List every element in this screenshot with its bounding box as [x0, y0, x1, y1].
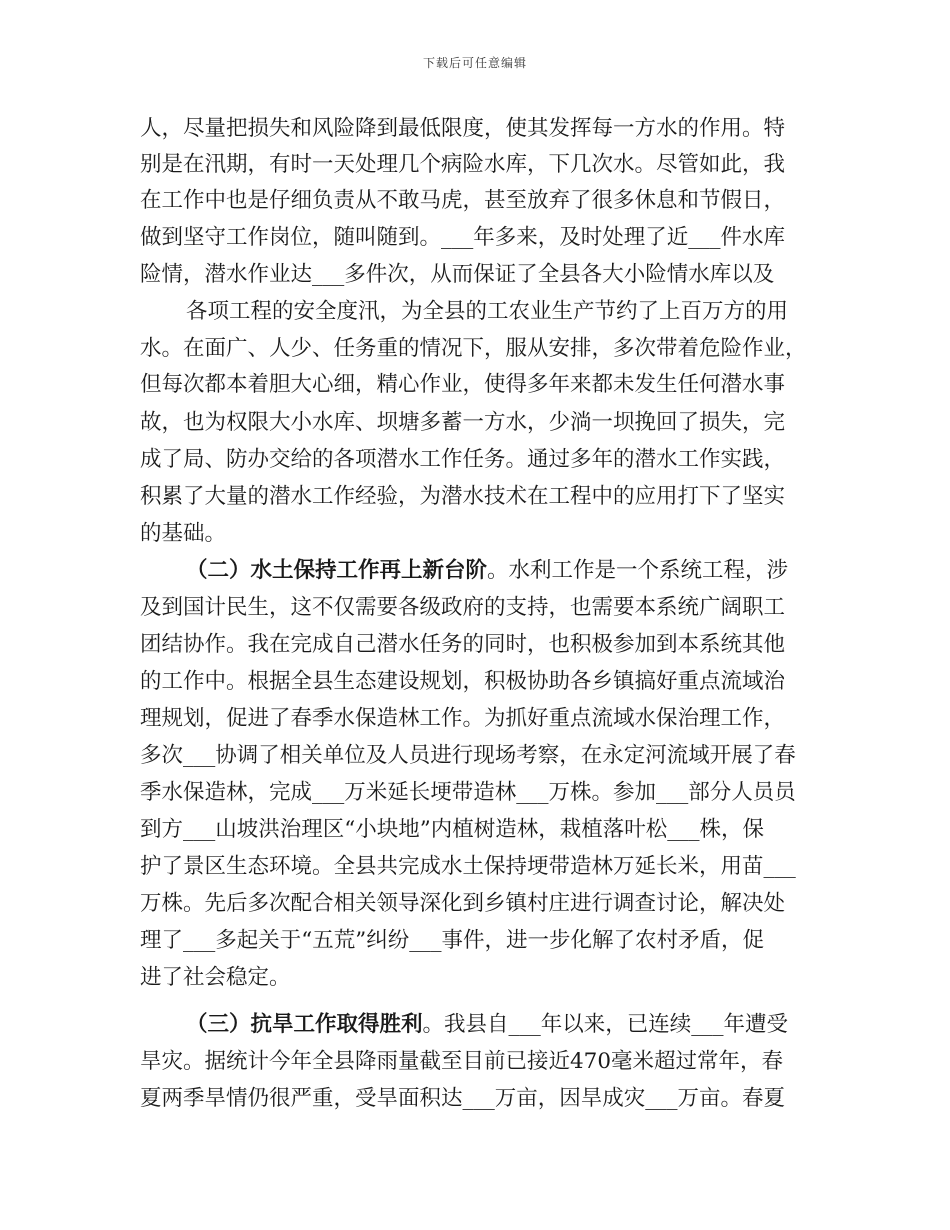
- text-line: 做到坚守工作岗位，随叫随到。___年多来，及时处理了近___件水库: [140, 225, 786, 250]
- section-heading-line: [186, 556, 788, 586]
- text-line: 进了社会稳定。: [140, 965, 291, 990]
- text-line: 但每次都本着胆大心细，精心作业，使得多年来都未发生任何潜水事: [140, 372, 786, 397]
- page-header: 下载后可任意编辑: [422, 56, 527, 70]
- text-line: 的基础。: [140, 521, 227, 546]
- text-line: 护了景区生态环境。全县共完成水土保持埂带造林万延长米，用苗___: [140, 854, 796, 879]
- text-line: 及到国计民生，这不仅需要各级政府的支持，也需要本系统广阔职工: [140, 595, 786, 620]
- text-line: 成了局、防办交给的各项潜水工作任务。通过多年的潜水工作实践，: [140, 447, 786, 472]
- section-heading: （三）抗旱工作取得胜利: [186, 1012, 423, 1037]
- text-line: 万株。先后多次配合相关领导深化到乡镇村庄进行调查讨论，解决处: [140, 891, 786, 916]
- text-line: 旱灾。据统计今年全县降雨量截至目前已接近470毫米超过常年，春: [140, 1049, 784, 1074]
- text-line: 故，也为权限大小水库、坝塘多蓄一方水，少淌一坝挽回了损失，完: [140, 410, 786, 435]
- text-line: 团结协作。我在完成自己潜水任务的同时，也积极参加到本系统其他: [140, 632, 786, 657]
- text-line: 的工作中。根据全县生态建设规划，积极协助各乡镇搞好重点流域治: [140, 669, 786, 694]
- text-line: 各项工程的安全度汛，为全县的工农业生产节约了上百万方的用: [186, 299, 789, 324]
- text-line: 季水保造林，完成___万米延长埂带造林___万株。参加___部分人员员: [140, 780, 796, 805]
- text-line: 积累了大量的潜水工作经验，为潜水技术在工程中的应用打下了坚实: [140, 484, 786, 509]
- text-line: 多次___协调了相关单位及人员进行现场考察，在永定河流域开展了春: [140, 743, 796, 768]
- text-line: 理规划，促进了春季水保造林工作。为抓好重点流域水保治理工作，: [140, 706, 786, 731]
- text-line: 人，尽量把损失和风险降到最低限度，使其发挥每一方水的作用。特: [140, 116, 786, 141]
- text-run: 。我县自___年以来，已连续___年遭受: [422, 1012, 789, 1037]
- section-heading-line: [186, 1010, 788, 1040]
- text-line: 到方___山坡洪治理区“小块地”内植树造林，栽植落叶松___株，保: [140, 817, 764, 842]
- text-line: 夏两季旱情仍很严重，受旱面积达___万亩，因旱成灾___万亩。春夏: [140, 1086, 786, 1111]
- text-line: 在工作中也是仔细负责从不敢马虎，甚至放弃了很多休息和节假日，: [140, 188, 786, 213]
- text-line: 别是在汛期，有时一天处理几个病险水库，下几次水。尽管如此，我: [140, 152, 786, 177]
- text-run: 。水利工作是一个系统工程，涉: [487, 558, 789, 583]
- section-heading: （二）水土保持工作再上新台阶: [186, 558, 488, 583]
- text-line: 水。在面广、人少、任务重的情况下，服从安排，多次带着危险作业，: [140, 336, 807, 361]
- text-line: 理了___多起关于“五荒”纠纷___事件，进一步化解了农村矛盾，促: [140, 928, 764, 953]
- text-line: 险情，潜水作业达___多件次，从而保证了全县各大小险情水库以及: [140, 262, 775, 287]
